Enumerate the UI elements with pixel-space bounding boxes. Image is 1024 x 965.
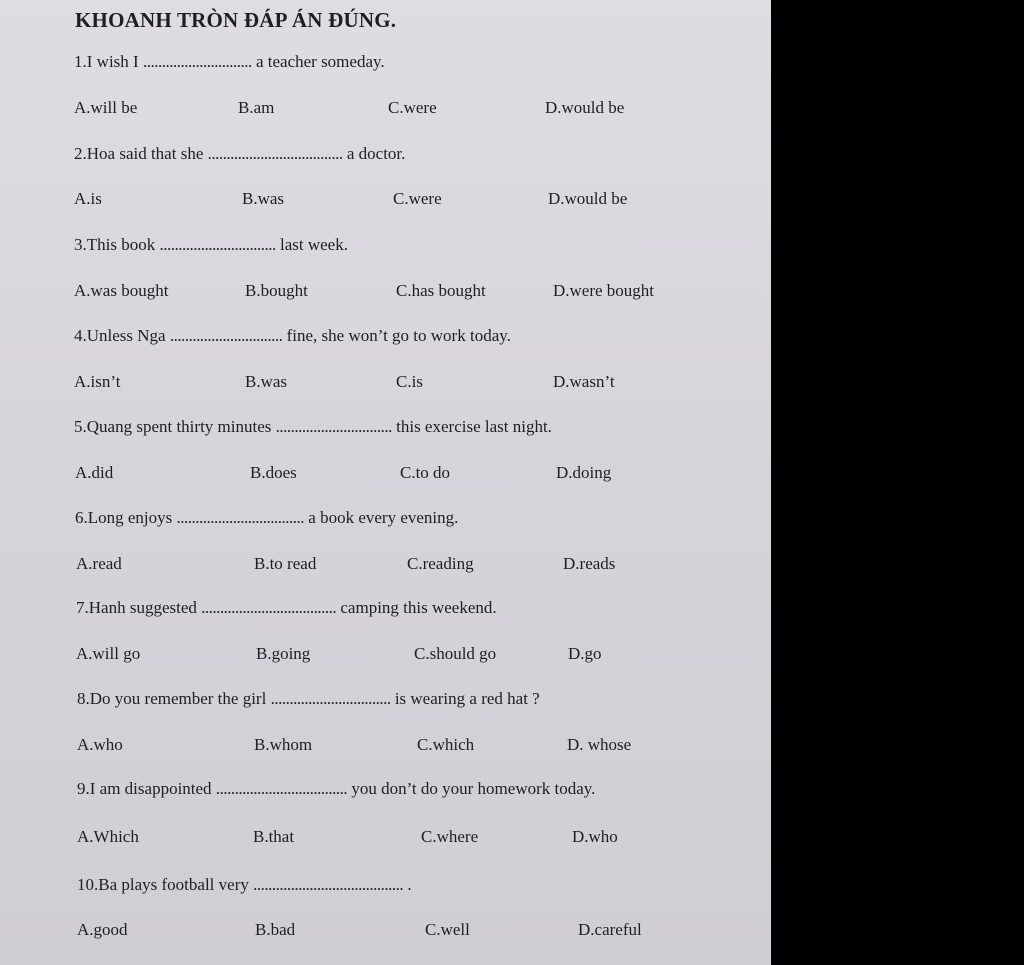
worksheet-title: KHOANH TRÒN ĐÁP ÁN ĐÚNG. (75, 8, 397, 32)
option-7-d[interactable]: D.go (568, 644, 602, 663)
question-4 (74, 326, 511, 346)
option-6-b[interactable]: B.to read (254, 554, 317, 573)
question-text-end: is wearing a red hat ? (390, 689, 540, 708)
question-10 (77, 875, 412, 895)
option-3-a[interactable]: A.was bought (74, 281, 169, 300)
question-text-end: camping this weekend. (336, 598, 497, 617)
answer-blank[interactable]: ........................................ (253, 875, 404, 894)
option-5-d[interactable]: D.doing (556, 463, 612, 482)
option-4-c[interactable]: C.is (396, 372, 423, 391)
option-9-b[interactable]: B.that (253, 827, 295, 846)
option-8-b[interactable]: B.whom (254, 735, 313, 754)
question-text: 3.This book (74, 235, 160, 254)
option-3-c[interactable]: C.has bought (396, 281, 486, 300)
answer-blank[interactable]: ............................. (142, 52, 252, 71)
question-text: 1.I wish I (74, 52, 143, 71)
question-text: 10.Ba plays football very (77, 875, 254, 894)
question-text-end: fine, she won’t go to work today. (282, 326, 511, 345)
answer-blank[interactable]: ................................ (270, 689, 391, 708)
option-4-b[interactable]: B.was (245, 372, 288, 391)
answer-blank[interactable]: ............................... (275, 417, 392, 436)
option-3-d[interactable]: D.were bought (553, 281, 655, 300)
question-2 (74, 144, 405, 164)
option-4-a[interactable]: A.isn’t (74, 372, 121, 391)
option-6-a[interactable]: A.read (76, 554, 122, 573)
question-text: 2.Hoa said that she (74, 144, 208, 163)
question-text: 5.Quang spent thirty minutes (74, 417, 276, 436)
black-border (771, 0, 1024, 965)
option-2-c[interactable]: C.were (393, 189, 442, 208)
question-text-end: a book every evening. (304, 508, 459, 527)
option-1-d[interactable]: D.would be (545, 98, 625, 117)
option-9-d[interactable]: D.who (572, 827, 618, 846)
option-10-b[interactable]: B.bad (255, 920, 296, 939)
option-2-a[interactable]: A.is (74, 189, 102, 208)
option-8-a[interactable]: A.who (77, 735, 123, 754)
option-6-c[interactable]: C.reading (407, 554, 474, 573)
option-9-a[interactable]: A.Which (77, 827, 139, 846)
option-10-a[interactable]: A.good (77, 920, 128, 939)
answer-blank[interactable]: .................................. (176, 508, 305, 527)
option-10-c[interactable]: C.well (425, 920, 470, 939)
option-3-b[interactable]: B.bought (245, 281, 308, 300)
option-1-b[interactable]: B.am (238, 98, 275, 117)
question-text-end: this exercise last night. (391, 417, 552, 436)
option-4-d[interactable]: D.wasn’t (553, 372, 615, 391)
question-text: 9.I am disappointed (77, 779, 216, 798)
option-2-d[interactable]: D.would be (548, 189, 628, 208)
question-text-end: last week. (275, 235, 348, 254)
option-7-a[interactable]: A.will go (76, 644, 141, 663)
question-8 (77, 689, 540, 709)
question-text: 8.Do you remember the girl (77, 689, 271, 708)
question-6 (75, 508, 458, 528)
question-1 (74, 52, 385, 72)
option-5-a[interactable]: A.did (75, 463, 114, 482)
question-text: 6.Long enjoys (75, 508, 177, 527)
option-2-b[interactable]: B.was (242, 189, 285, 208)
question-7 (76, 598, 497, 618)
option-1-c[interactable]: C.were (388, 98, 437, 117)
question-text-end: a teacher someday. (251, 52, 385, 71)
answer-blank[interactable]: ............................... (159, 235, 276, 254)
question-3 (74, 235, 348, 255)
question-text-end: you don’t do your homework today. (347, 779, 596, 798)
question-text-end: a doctor. (342, 144, 406, 163)
option-9-c[interactable]: C.where (421, 827, 479, 846)
option-5-b[interactable]: B.does (250, 463, 297, 482)
option-1-a[interactable]: A.will be (74, 98, 138, 117)
option-10-d[interactable]: D.careful (578, 920, 642, 939)
option-6-d[interactable]: D.reads (563, 554, 616, 573)
answer-blank[interactable]: ................................... (215, 779, 348, 798)
answer-blank[interactable]: .................................... (201, 598, 337, 617)
option-8-c[interactable]: C.which (417, 735, 475, 754)
answer-blank[interactable]: .............................. (169, 326, 283, 345)
question-9 (77, 779, 595, 799)
option-8-d[interactable]: D. whose (567, 735, 632, 754)
question-5 (74, 417, 552, 437)
option-7-c[interactable]: C.should go (414, 644, 497, 663)
answer-blank[interactable]: .................................... (207, 144, 343, 163)
option-7-b[interactable]: B.going (256, 644, 311, 663)
question-text: 4.Unless Nga (74, 326, 170, 345)
question-text-end: . (403, 875, 412, 894)
option-5-c[interactable]: C.to do (400, 463, 451, 482)
question-text: 7.Hanh suggested (76, 598, 202, 617)
